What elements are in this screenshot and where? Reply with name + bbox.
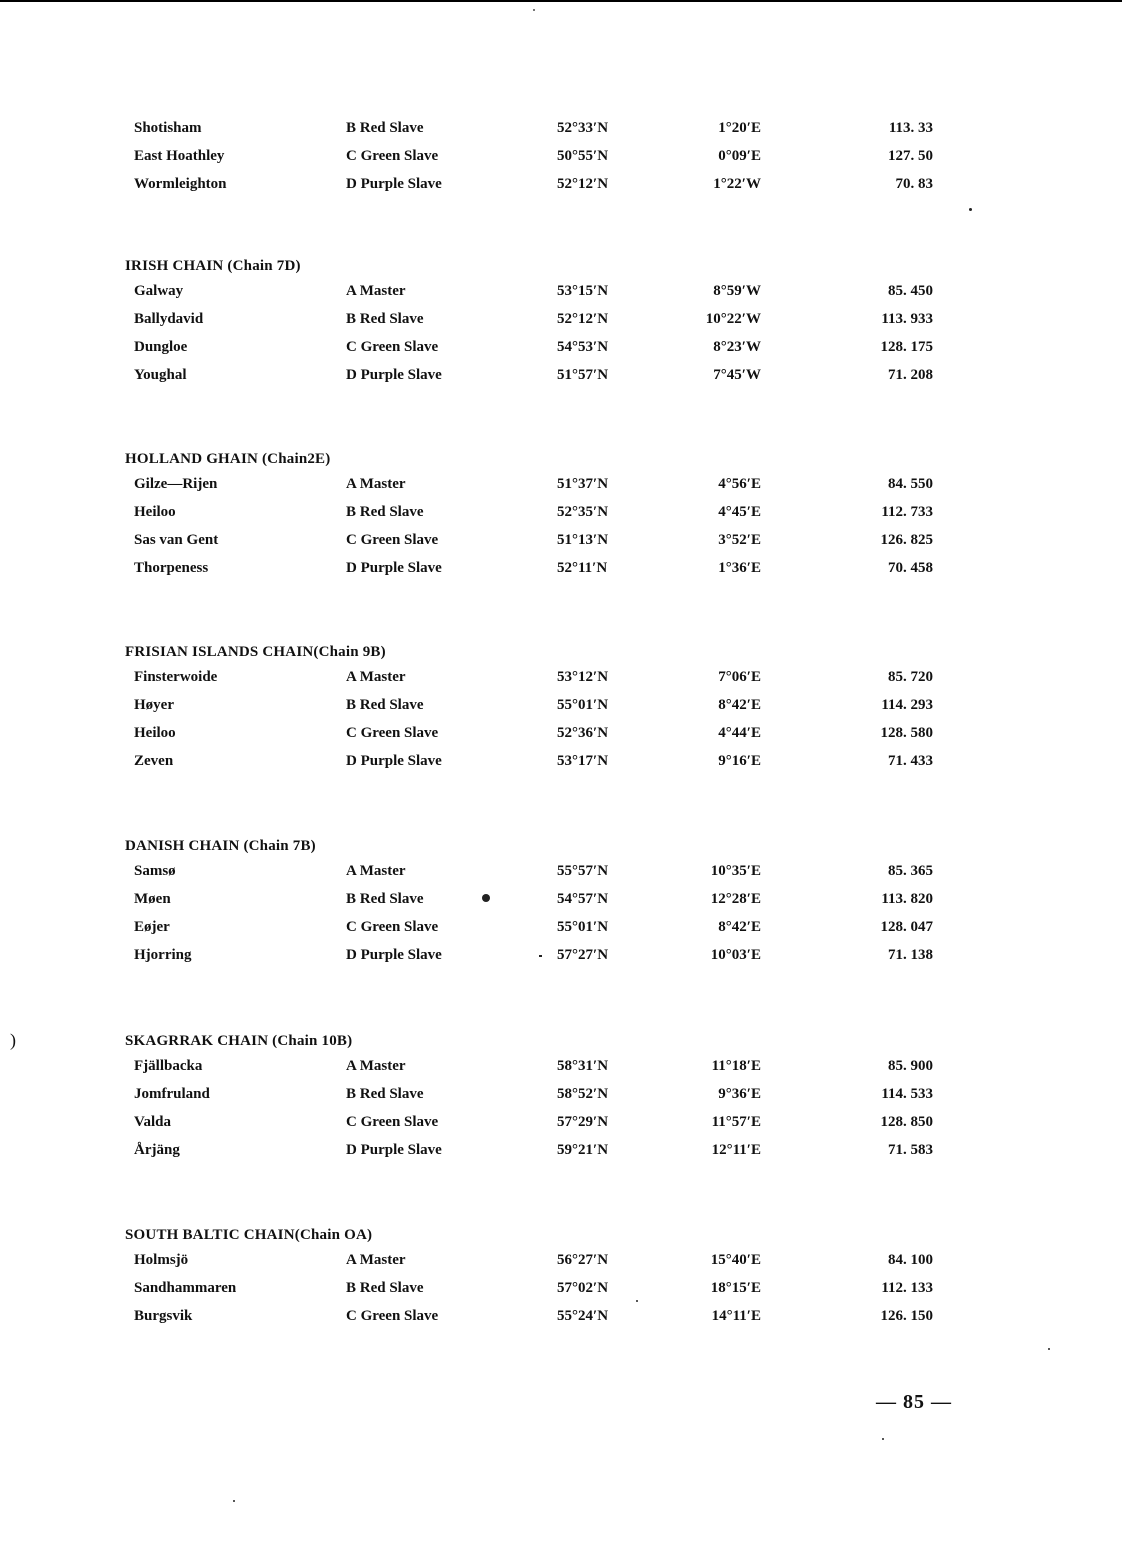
station-longitude: 15°40′E: [710, 1252, 761, 1268]
station-name: Høyer: [134, 697, 174, 713]
station-longitude: 10°22′W: [705, 311, 761, 327]
station-longitude: 3°52′E: [718, 532, 761, 548]
station-name: Youghal: [134, 367, 187, 383]
table-row: [125, 365, 945, 393]
station-latitude: 52°33′N: [557, 120, 609, 136]
station-longitude: 0°09′E: [718, 148, 761, 164]
table-row: [125, 889, 945, 917]
station-longitude: 7°06′E: [718, 669, 761, 685]
station-name: Dungloe: [134, 339, 188, 355]
station-latitude: 51°37′N: [557, 476, 609, 492]
station-name: Thorpeness: [134, 560, 209, 576]
station-frequency: 112. 133: [881, 1280, 933, 1296]
station-role: C Green Slave: [346, 339, 439, 355]
table-row: [125, 118, 945, 146]
table-row: [125, 751, 945, 779]
station-frequency: 71. 433: [888, 753, 933, 769]
station-longitude: 12°11′E: [711, 1142, 761, 1158]
station-latitude: 58°31′N: [557, 1058, 609, 1074]
station-role: B Red Slave: [346, 120, 424, 136]
station-name: Gilze—Rijen: [134, 476, 218, 492]
station-frequency: 113. 33: [888, 120, 933, 136]
station-latitude: 57°02′N: [557, 1280, 609, 1296]
station-latitude: 53°17′N: [557, 753, 609, 769]
station-frequency: 85. 365: [888, 863, 933, 879]
station-longitude: 10°03′E: [710, 947, 761, 963]
table-row: [125, 474, 945, 502]
station-name: East Hoathley: [134, 148, 225, 164]
station-name: Årjäng: [134, 1142, 180, 1158]
station-role: B Red Slave: [346, 311, 424, 327]
station-longitude: 1°20′E: [718, 120, 761, 136]
chain-section-irish: [125, 255, 945, 393]
table-row: [125, 1084, 945, 1112]
station-role: C Green Slave: [346, 919, 439, 935]
table-row: [125, 502, 945, 530]
chain-title: SOUTH BALTIC CHAIN(Chain OA): [125, 1227, 373, 1243]
station-longitude: 11°57′E: [711, 1114, 761, 1130]
table-row: [125, 1056, 945, 1084]
chain-title: FRISIAN ISLANDS CHAIN(Chain 9B): [125, 644, 386, 660]
table-row: [125, 723, 945, 751]
station-frequency: 71. 208: [888, 367, 933, 383]
station-longitude: 18°15′E: [710, 1280, 761, 1296]
station-latitude: 51°13′N: [557, 532, 609, 548]
station-name: Finsterwoide: [134, 669, 218, 685]
station-latitude: 52°36′N: [557, 725, 609, 741]
station-latitude: 59°21′N: [557, 1142, 609, 1158]
chain-section-south-baltic: [125, 1224, 945, 1334]
station-latitude: 52°11′N: [557, 560, 608, 576]
station-longitude: 4°45′E: [718, 504, 761, 520]
station-longitude: 9°16′E: [718, 753, 761, 769]
station-longitude: 1°36′E: [718, 560, 761, 576]
station-name: Ballydavid: [134, 311, 204, 327]
margin-mark: ): [10, 1030, 16, 1050]
station-role: D Purple Slave: [346, 367, 442, 383]
scan-speck: [636, 1300, 638, 1302]
scan-speck: [882, 1438, 884, 1440]
station-latitude: 51°57′N: [557, 367, 609, 383]
station-latitude: 50°55′N: [557, 148, 609, 164]
station-name: Samsø: [134, 863, 176, 879]
station-frequency: 128. 047: [880, 919, 933, 935]
station-name: Zeven: [134, 753, 174, 769]
table-row: [125, 530, 945, 558]
table-row: [125, 1306, 945, 1334]
station-frequency: 126. 825: [880, 532, 933, 548]
station-frequency: 84. 550: [888, 476, 933, 492]
station-name: Shotisham: [134, 120, 202, 136]
station-name: Galway: [134, 283, 184, 299]
station-role: B Red Slave: [346, 1086, 424, 1102]
table-row: [125, 1250, 945, 1278]
station-latitude: 53°15′N: [557, 283, 609, 299]
station-role: C Green Slave: [346, 1308, 439, 1324]
station-role: B Red Slave: [346, 891, 424, 907]
station-longitude: 14°11′E: [711, 1308, 761, 1324]
station-role: C Green Slave: [346, 532, 439, 548]
station-role: C Green Slave: [346, 1114, 439, 1130]
station-frequency: 71. 138: [888, 947, 933, 963]
station-frequency: 70. 458: [888, 560, 933, 576]
station-latitude: 56°27′N: [557, 1252, 609, 1268]
station-longitude: 7°45′W: [713, 367, 761, 383]
station-frequency: 114. 533: [881, 1086, 933, 1102]
station-frequency: 112. 733: [881, 504, 933, 520]
station-role: D Purple Slave: [346, 753, 442, 769]
station-frequency: 71. 583: [888, 1142, 933, 1158]
station-name: Burgsvik: [134, 1308, 193, 1324]
ink-blot: [482, 894, 490, 902]
table-row: [125, 337, 945, 365]
station-frequency: 127. 50: [888, 148, 933, 164]
station-name: Wormleighton: [134, 176, 227, 192]
station-role: D Purple Slave: [346, 560, 442, 576]
chain-section-holland: [125, 448, 945, 586]
chain-section-skagerrak: [125, 1030, 945, 1168]
station-role: A Master: [346, 1252, 406, 1268]
station-frequency: 113. 933: [881, 311, 933, 327]
station-frequency: 114. 293: [881, 697, 933, 713]
chain-title: SKAGRRAK CHAIN (Chain 10B): [125, 1033, 353, 1049]
scan-speck: [969, 208, 972, 211]
station-latitude: 52°12′N: [557, 311, 609, 327]
table-row: [125, 1140, 945, 1168]
station-latitude: 55°01′N: [557, 919, 609, 935]
station-latitude: 58°52′N: [557, 1086, 609, 1102]
station-frequency: 85. 900: [888, 1058, 933, 1074]
table-row: [125, 945, 945, 973]
station-frequency: 70. 83: [895, 176, 933, 192]
station-latitude: 55°24′N: [557, 1308, 609, 1324]
table-row: [125, 917, 945, 945]
station-role: A Master: [346, 669, 406, 685]
station-role: D Purple Slave: [346, 1142, 442, 1158]
station-frequency: 84. 100: [888, 1252, 933, 1268]
station-name: Sandhammaren: [134, 1280, 237, 1296]
station-longitude: 8°59′W: [713, 283, 761, 299]
station-role: D Purple Slave: [346, 947, 442, 963]
table-row: [125, 1112, 945, 1140]
station-role: A Master: [346, 863, 406, 879]
scan-speck: [539, 955, 542, 957]
page-number: — 85 —: [876, 1391, 952, 1413]
chain-section-danish: [125, 835, 945, 973]
station-longitude: 1°22′W: [713, 176, 761, 192]
station-latitude: 54°57′N: [557, 891, 609, 907]
table-row: [125, 309, 945, 337]
station-longitude: 8°42′E: [718, 919, 761, 935]
chain-section-frisian: [125, 641, 945, 779]
station-name: Møen: [134, 891, 171, 907]
station-longitude: 10°35′E: [710, 863, 761, 879]
chain-title: IRISH CHAIN (Chain 7D): [125, 258, 301, 274]
station-frequency: 128. 580: [880, 725, 933, 741]
station-role: C Green Slave: [346, 725, 439, 741]
station-name: Fjällbacka: [134, 1058, 203, 1074]
station-longitude: 4°56′E: [718, 476, 761, 492]
station-longitude: 11°18′E: [711, 1058, 761, 1074]
station-frequency: 128. 175: [880, 339, 933, 355]
station-name: Heiloo: [134, 504, 176, 520]
station-role: B Red Slave: [346, 697, 424, 713]
station-frequency: 85. 720: [888, 669, 933, 685]
station-latitude: 57°29′N: [557, 1114, 609, 1130]
station-longitude: 8°42′E: [718, 697, 761, 713]
station-latitude: 55°57′N: [557, 863, 609, 879]
station-name: Jomfruland: [134, 1086, 210, 1102]
chain-title: DANISH CHAIN (Chain 7B): [125, 838, 316, 854]
chain-title: HOLLAND GHAIN (Chain2E): [125, 451, 331, 467]
station-frequency: 128. 850: [880, 1114, 933, 1130]
station-role: A Master: [346, 283, 406, 299]
table-row: [125, 695, 945, 723]
station-role: B Red Slave: [346, 1280, 424, 1296]
scan-speck: [533, 9, 535, 11]
top-border-line: [0, 0, 1122, 2]
scan-speck: [1048, 1348, 1050, 1350]
table-row: [125, 667, 945, 695]
station-longitude: 12°28′E: [710, 891, 761, 907]
table-row: [125, 1278, 945, 1306]
scan-speck: [233, 1500, 235, 1502]
station-latitude: 52°12′N: [557, 176, 609, 192]
station-role: C Green Slave: [346, 148, 439, 164]
station-latitude: 55°01′N: [557, 697, 609, 713]
station-frequency: 85. 450: [888, 283, 933, 299]
table-row: [125, 281, 945, 309]
station-name: Valda: [134, 1114, 171, 1130]
station-latitude: 54°53′N: [557, 339, 609, 355]
station-longitude: 4°44′E: [718, 725, 761, 741]
station-latitude: 57°27′N: [557, 947, 609, 963]
station-name: Eøjer: [134, 919, 170, 935]
table-row: [125, 861, 945, 889]
station-frequency: 126. 150: [880, 1308, 933, 1324]
station-name: Holmsjö: [134, 1252, 189, 1268]
table-row: [125, 146, 945, 174]
station-longitude: 8°23′W: [713, 339, 761, 355]
station-longitude: 9°36′E: [718, 1086, 761, 1102]
station-role: A Master: [346, 476, 406, 492]
station-frequency: 113. 820: [881, 891, 933, 907]
continued-station-table: [125, 118, 945, 202]
table-row: [125, 558, 945, 586]
station-role: D Purple Slave: [346, 176, 442, 192]
station-role: B Red Slave: [346, 504, 424, 520]
station-name: Sas van Gent: [134, 532, 219, 548]
station-name: Hjorring: [134, 947, 192, 963]
table-row: [125, 174, 945, 202]
station-name: Heiloo: [134, 725, 176, 741]
station-latitude: 53°12′N: [557, 669, 609, 685]
station-latitude: 52°35′N: [557, 504, 609, 520]
station-role: A Master: [346, 1058, 406, 1074]
